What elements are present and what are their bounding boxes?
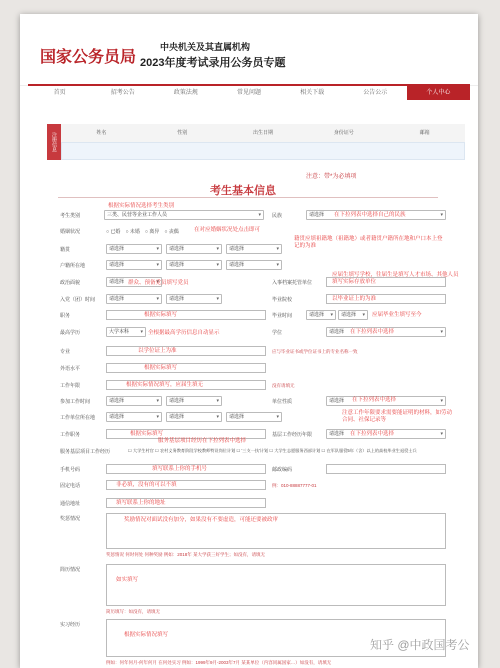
brand-logo: 国家公务员局	[40, 49, 137, 66]
grad-month-select[interactable]: 请选择 ▾	[338, 310, 368, 320]
annotation-ethnic: 在下拉列表中选择自己的民族	[334, 212, 406, 218]
label-major: 专业	[60, 349, 71, 355]
label-grad-school: 毕业院校	[272, 297, 293, 303]
annotation-degree: 在下拉列表中选择	[350, 329, 395, 335]
unit-county-select[interactable]: 请选择 ▾	[226, 412, 282, 422]
annotation-major: 以学位证上为准	[138, 348, 177, 354]
label-unit-location: 工作单位所在地	[60, 415, 96, 421]
site-header	[20, 14, 478, 86]
annotation-work-note: 注意工作年限要求需要能证明的材料，如劳动合同、社保记录等	[342, 410, 453, 423]
main-nav	[28, 84, 470, 100]
label-work-start: 参加工作时间	[60, 399, 91, 405]
column-birthdate: 出生日期	[252, 130, 273, 136]
annotation-resume: 如实填写	[116, 577, 139, 583]
form-divider	[58, 197, 438, 198]
label-address: 通信地址	[60, 501, 81, 507]
registration-tag: 注册信息	[47, 124, 61, 160]
party-month-select[interactable]: 请选择 ▾	[166, 294, 222, 304]
column-name: 姓名	[96, 130, 107, 136]
annotation-party: 应届毕业生填写至今	[372, 312, 422, 318]
political-select[interactable]: 请选择 ▾	[106, 277, 162, 287]
annotation-practice: 根据实际情况填写	[124, 632, 169, 638]
annotation-mobile: 填写联系上你的手机号	[152, 466, 208, 472]
label-party-date: 入党（团）时间	[60, 297, 96, 303]
column-id-number: 身份证号	[333, 130, 354, 136]
label-grad-date: 毕业时间	[272, 313, 293, 319]
label-grassroots: 服务基层项目工作经历	[60, 449, 111, 455]
duty-input[interactable]	[106, 310, 266, 320]
label-unit-nature: 单位性质	[272, 399, 293, 405]
label-education: 最高学历	[60, 330, 81, 336]
native-county-select[interactable]: 请选择 ▾	[226, 244, 282, 254]
nav-downloads[interactable]: 相关下载	[300, 90, 325, 96]
registration-row	[61, 142, 465, 160]
practice-note: 例如：何年何月-何年何月 在何处实习 例如：1999年9月-2003年7月 某某单位（内容同属国家…）如没有，请填无	[106, 660, 332, 665]
foreign-input[interactable]	[106, 363, 266, 373]
label-degree: 学位	[272, 330, 283, 336]
label-duty: 职务	[60, 313, 71, 319]
grassroots-years-select[interactable]: 请选择 ▾	[326, 429, 446, 439]
resume-textarea[interactable]	[106, 564, 446, 606]
resume-note: 简历填写：如没有，请填无	[106, 609, 160, 614]
annotation-grassroots-pick: 在下拉列表中选择	[350, 431, 395, 437]
unit-province-select[interactable]: 请选择 ▾	[106, 412, 162, 422]
unit-city-select[interactable]: 请选择 ▾	[166, 412, 222, 422]
required-note: 注意：带*为必填项	[306, 174, 357, 180]
nav-faq[interactable]: 常见问题	[236, 90, 261, 96]
annotation-grad-school: 以毕业证上的为准	[332, 296, 377, 302]
label-grassroots-years: 基层工作经历年限	[272, 432, 313, 438]
form-title: 考生基本信息	[210, 185, 276, 197]
header-subtitle: 中央机关及其直属机构	[160, 42, 251, 52]
hukou-province-select[interactable]: 请选择 ▾	[106, 260, 162, 270]
hukou-county-select[interactable]: 请选择 ▾	[226, 260, 282, 270]
annotation-unit-nature: 在下拉列表中选择	[352, 397, 397, 403]
nav-home[interactable]: 首页	[53, 90, 66, 96]
watermark: 知乎 @中政国考公	[370, 638, 470, 652]
annotation-category: 根据实际情况选择考生类别	[108, 203, 175, 209]
marital-radio-group[interactable]: ○ 已婚 ○ 未婚 ○ 离异 ○ 丧偶	[106, 229, 179, 235]
work-start-month-select[interactable]: 请选择 ▾	[166, 396, 222, 406]
annotation-marital: 在对应婚姻状况处点击即可	[194, 227, 261, 233]
registration-columns	[61, 124, 465, 142]
note-no-work: 没有请填无	[272, 383, 295, 388]
nav-announcements[interactable]: 招考公告	[110, 90, 135, 96]
label-resume: 简历情况	[60, 567, 81, 573]
awards-note: 奖惩情况 何时何处 何种奖励 例如：2018年 某大学获三好学生；如没有，请填无	[106, 552, 266, 557]
label-mobile: 手机号码	[60, 467, 81, 473]
annotation-foreign: 根据实际填写	[144, 365, 178, 371]
label-phone: 固定电话	[60, 483, 81, 489]
label-awards: 奖惩情况	[60, 516, 81, 522]
annotation-work-years: 根据实际情况填写，应届生填无	[126, 382, 204, 388]
column-gender: 性别	[177, 130, 188, 136]
label-marital: 婚姻状况	[60, 229, 81, 235]
work-start-year-select[interactable]: 请选择 ▾	[106, 396, 162, 406]
document-page	[20, 14, 478, 668]
registration-info	[47, 124, 465, 160]
annotation-awards: 奖励情况对面试没有加分，如果没有不要虚造，可能还要被政审	[124, 517, 279, 523]
label-practice: 实习经历	[60, 622, 81, 628]
annotation-duty: 根据实际填写	[144, 312, 178, 318]
note-major: 应与毕业证书或学位证书上的专业名称一致	[272, 349, 358, 354]
annotation-position: 根据实际填写	[130, 431, 164, 437]
annotation-archive: 应届生填写学校，往届生是填写人才市场、其他人员填写实际存放单位	[332, 272, 459, 285]
label-category: 考生类别	[60, 213, 81, 219]
annotation-grassroots: 服务基层项目经历在下拉列表中选择	[158, 438, 247, 444]
header-title: 2023年度考试录用公务员专题	[140, 57, 286, 69]
label-email: 邮政编码	[272, 467, 293, 473]
unit-nature-select[interactable]: 请选择 ▾	[326, 396, 446, 406]
native-city-select[interactable]: 请选择 ▾	[166, 244, 222, 254]
label-native: 籍贯	[60, 247, 71, 253]
label-political: 政治面貌	[60, 280, 81, 286]
grassroots-checkbox-group[interactable]: ☐ 大学生村官 ☐ 农村义务教育阶段学校教师特设岗位计划 ☐ '三支一扶'计划 ☐ 大学生志愿服务西部计划 ☐ 在军队服役5年（含）以上的高校毕业生退役士兵	[128, 448, 417, 453]
category-select[interactable]: 三类、民营等企业工作人员 ▾	[104, 210, 264, 220]
column-email: 邮箱	[419, 130, 430, 136]
nav-notices[interactable]: 公告公示	[363, 90, 388, 96]
education-select[interactable]: 大学本科 ▾	[106, 327, 146, 337]
party-year-select[interactable]: 请选择 ▾	[106, 294, 162, 304]
annotation-phone: 非必填，没有的可以不填	[116, 482, 177, 488]
grad-year-select[interactable]: 请选择 ▾	[306, 310, 336, 320]
annotation-address: 填写联系上你的地址	[116, 500, 166, 506]
annotation-political: 群众、预备党员填写党员	[128, 280, 189, 286]
nav-personal-center[interactable]: 个人中心	[407, 86, 470, 100]
annotation-education: 全根据最高学历信息自动显示	[148, 330, 220, 336]
annotation-native: 籍贯应填祖籍地（祖籍地）或者籍贯户籍所在地和户口本上登记的为准	[294, 236, 443, 249]
native-province-select[interactable]: 请选择 ▾	[106, 244, 162, 254]
label-archive: 入事档案托管单位	[272, 280, 313, 286]
degree-select[interactable]: 请选择 ▾	[326, 327, 446, 337]
nav-policy[interactable]: 政策法规	[173, 90, 198, 96]
email-input[interactable]	[326, 464, 446, 474]
hukou-city-select[interactable]: 请选择 ▾	[166, 260, 222, 270]
label-foreign: 外语水平	[60, 366, 81, 372]
label-hukou: 户籍所在地	[60, 263, 86, 269]
ethnic-select[interactable]: 请选择 ▾	[306, 210, 446, 220]
label-ethnic: 民族	[272, 213, 283, 219]
major-input[interactable]	[106, 346, 266, 356]
label-position: 工作职务	[60, 432, 81, 438]
label-work-years: 工作年限	[60, 383, 81, 389]
phone-example: 例：010-88887777-01	[272, 483, 317, 488]
